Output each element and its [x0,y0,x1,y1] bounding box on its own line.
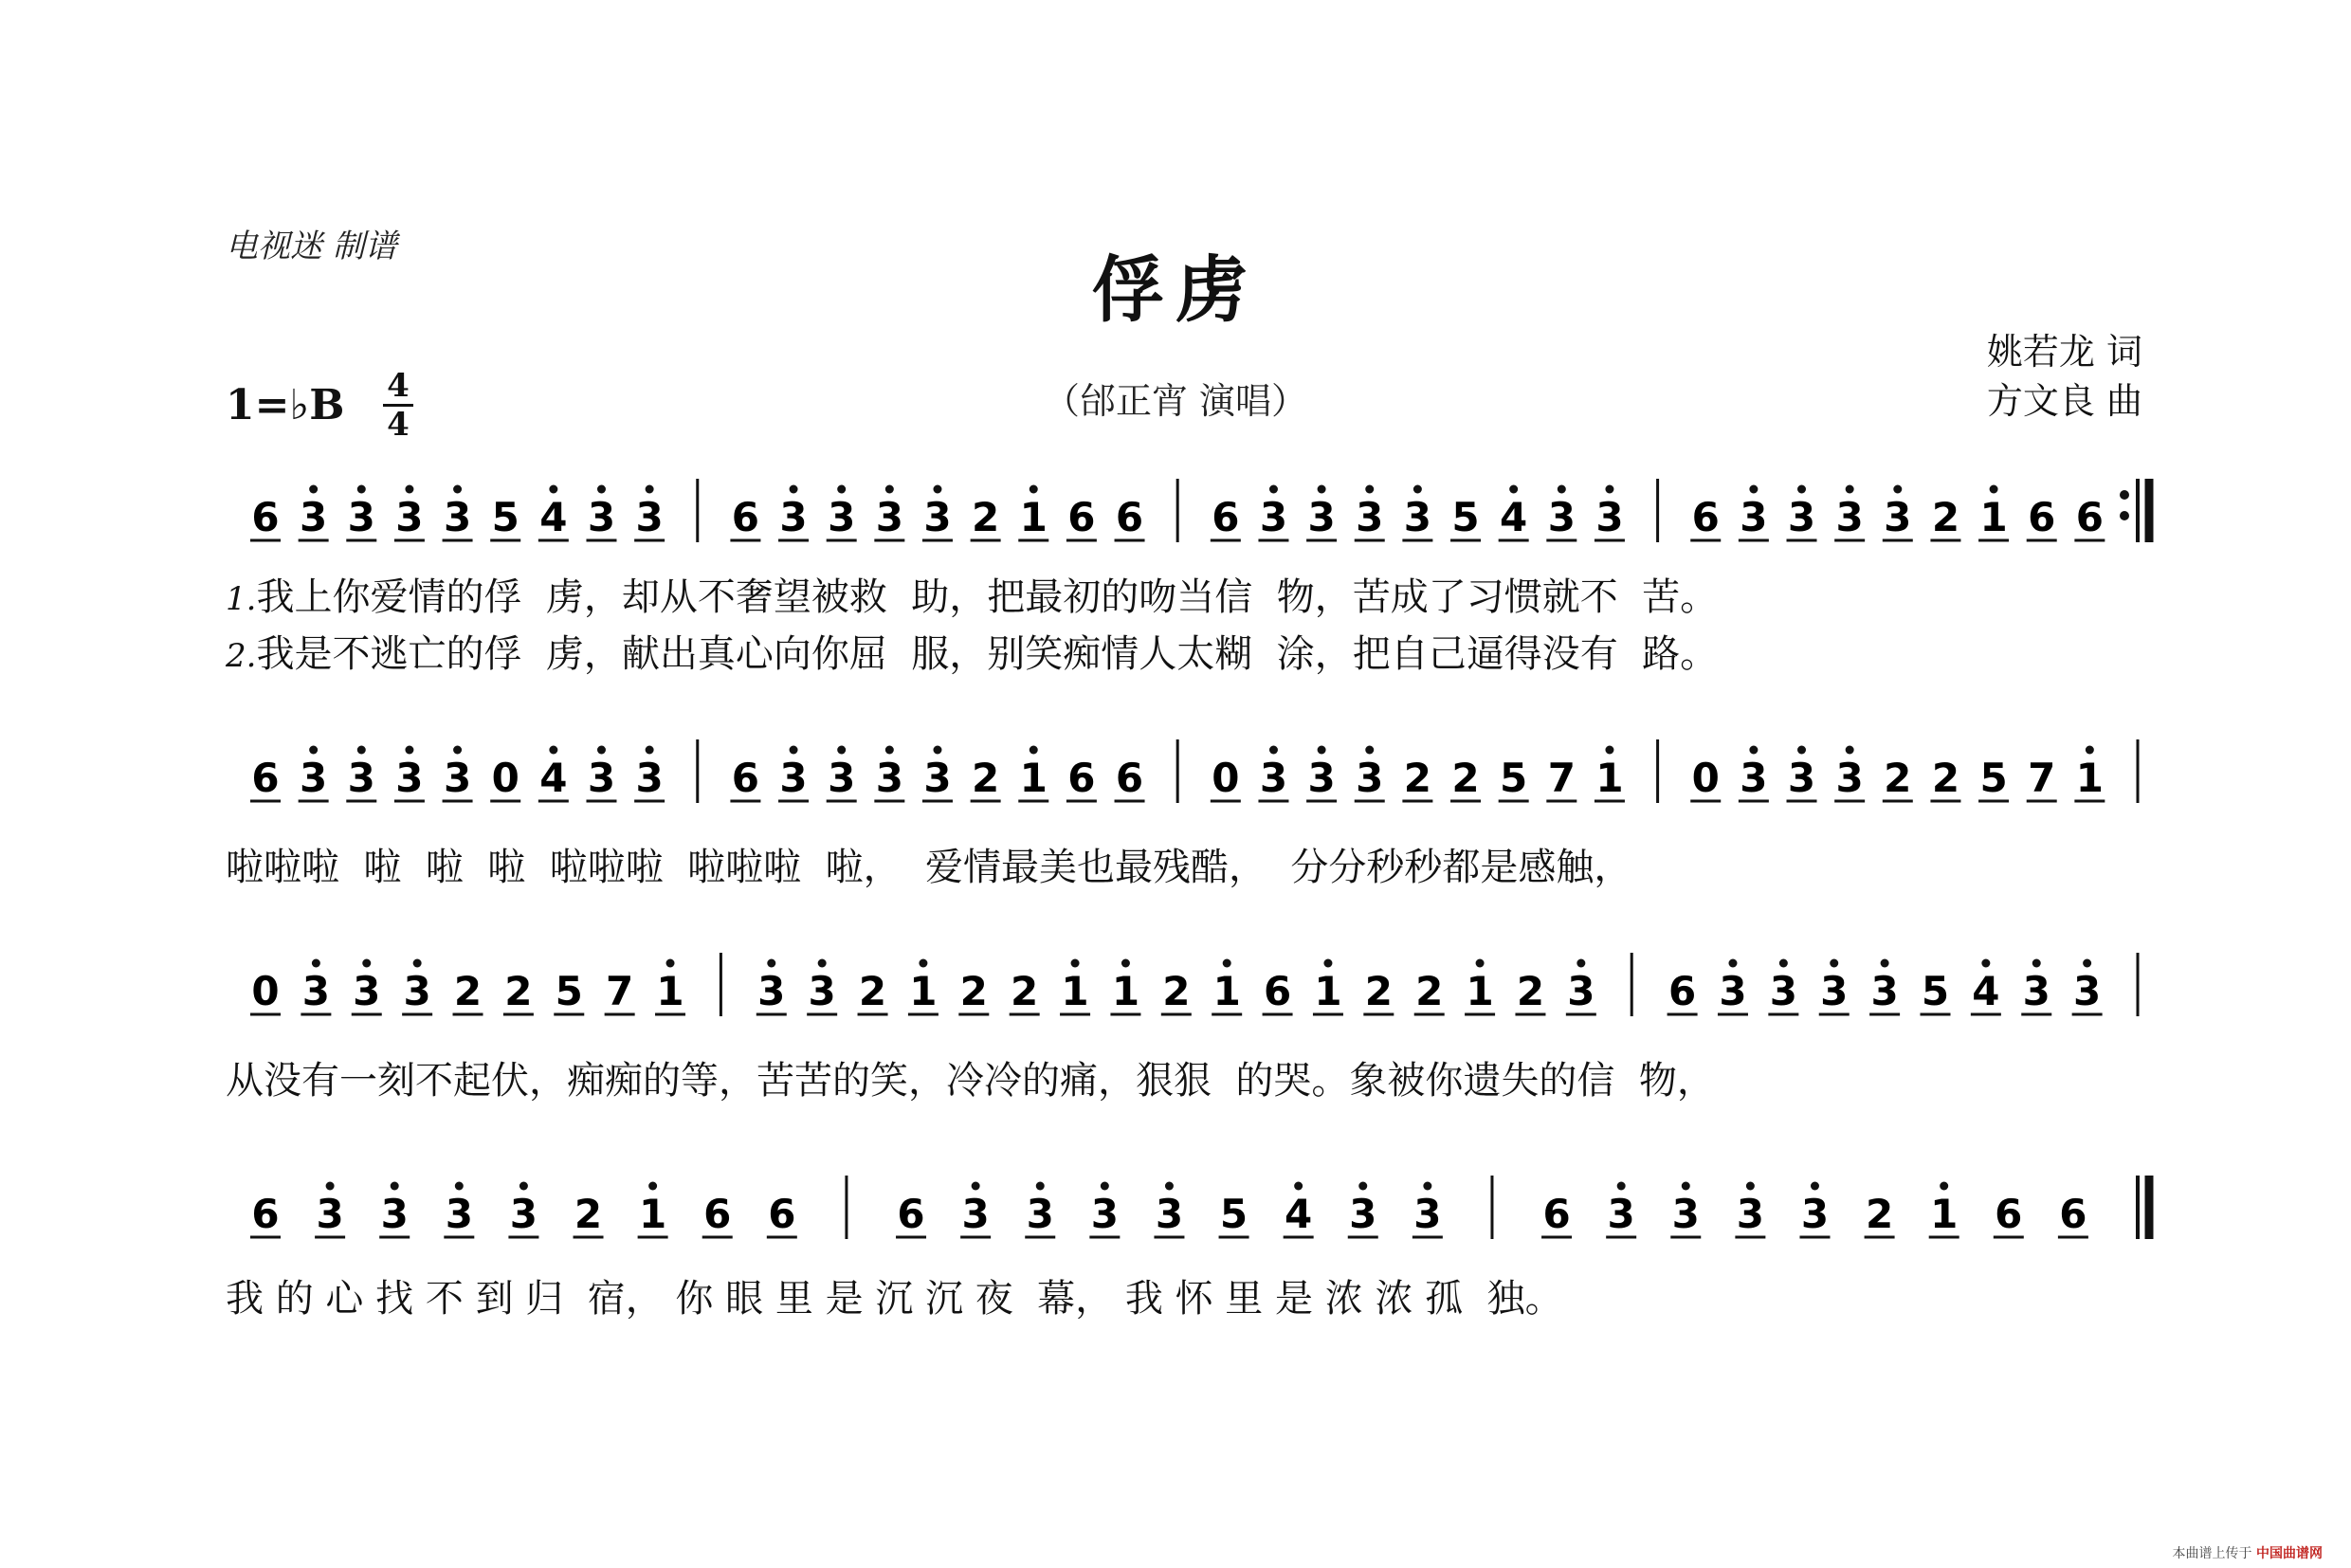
note: 3 [316,1191,344,1237]
octave-dot [972,1182,980,1191]
note: 1 [1466,968,1494,1014]
note: 6 [1995,1191,2023,1237]
octave-dot [1165,1182,1174,1191]
octave-dot [1846,485,1854,494]
octave-dot [1365,746,1374,755]
note: 2 [1162,968,1191,1014]
octave-dot [933,485,941,494]
note: 1 [639,1191,667,1237]
note: 3 [395,494,424,540]
composer-credit: 方文良 曲 [1986,380,2142,422]
note: 3 [347,755,375,801]
note: 6 [897,1191,925,1237]
note: 6 [1212,494,1240,540]
note: 3 [757,968,786,1014]
note: 4 [1500,494,1528,540]
note: 3 [443,494,472,540]
song-title: 俘虏 [1092,247,1259,332]
octave-dot [1358,1182,1367,1191]
note: 3 [1769,968,1797,1014]
note: 1 [2075,755,2104,801]
octave-dot [1830,959,1838,968]
note: 6 [1691,494,1720,540]
octave-dot [1990,485,1998,494]
note: 5 [1921,968,1950,1014]
octave-dot [453,746,462,755]
note: 3 [808,968,836,1014]
octave-dot [1728,959,1737,968]
note: 3 [1820,968,1849,1014]
note: 6 [731,755,760,801]
note: 1 [1061,968,1089,1014]
octave-dot [326,1182,335,1191]
note: 1 [909,968,938,1014]
note: 3 [1671,1191,1700,1237]
note: 3 [1567,968,1595,1014]
note: 3 [395,755,424,801]
note: 3 [1870,968,1899,1014]
note: 0 [1212,755,1240,801]
note: 6 [703,1191,732,1237]
lyric-text: 我 的 心 找 不 到 归 宿， 你 眼 里 是 沉 沉 夜 幕， 我 怀 里 是 浓 浓 孤 独。 [226,1277,1563,1321]
note: 6 [2059,1191,2087,1237]
note: 1 [656,968,684,1014]
note: 5 [491,494,519,540]
octave-dot [1846,746,1854,755]
note: 1 [1930,1191,1959,1237]
octave-dot [519,1182,528,1191]
note: 3 [1835,755,1864,801]
note: 6 [1067,494,1096,540]
time-signature-bottom: 4 [387,406,410,444]
note: 2 [453,968,483,1014]
octave-dot [1605,746,1613,755]
octave-dot [1617,1182,1626,1191]
note: 3 [1307,755,1336,801]
octave-dot [1881,959,1889,968]
octave-dot [1893,485,1902,494]
octave-dot [1036,1182,1045,1191]
note: 3 [961,1191,990,1237]
octave-dot [818,959,827,968]
note: 4 [1285,1191,1313,1237]
lyric-text: 啦啦啦 啦 啦 啦 啦啦啦 啦啦啦 啦， 爱情最美也最残酷， 分分秒秒都是感触， [226,846,1632,889]
octave-dot [309,485,318,494]
octave-dot [1940,1182,1948,1191]
octave-dot [790,485,798,494]
note: 1 [1019,755,1048,801]
score-maker: 电视迷 制谱 [226,228,397,265]
note: 3 [1259,755,1288,801]
note: 7 [606,968,634,1014]
octave-dot [1797,746,1806,755]
note: 3 [300,494,328,540]
note: 5 [1451,494,1480,540]
octave-dot [1605,485,1613,494]
note: 3 [1835,494,1864,540]
note: 3 [1800,1191,1830,1237]
note: 5 [1500,755,1528,801]
note: 3 [1307,494,1336,540]
note: 2 [1884,755,1912,801]
octave-dot [1779,959,1788,968]
note: 3 [1547,494,1576,540]
footer-site-logo: 中国曲谱网 [2256,1546,2323,1561]
note: 7 [2028,755,2056,801]
note: 3 [635,494,664,540]
octave-dot [1413,485,1422,494]
octave-dot [1558,485,1566,494]
octave-dot [1318,485,1326,494]
note: 3 [509,1191,538,1237]
note: 2 [574,1191,603,1237]
note: 6 [251,755,280,801]
note: 3 [1356,755,1384,801]
note: 0 [1691,755,1720,801]
verse-number: 2. [226,637,257,675]
note: 3 [875,494,903,540]
time-signature-top: 4 [387,367,410,405]
octave-dot [1746,1182,1755,1191]
octave-dot [357,746,366,755]
note: 3 [1595,494,1624,540]
octave-dot [312,959,320,968]
octave-dot [1749,485,1758,494]
note: 6 [1668,968,1697,1014]
note: 3 [1740,755,1768,801]
lyricist-credit: 姚若龙 词 [1986,331,2142,373]
note: 3 [1026,1191,1054,1237]
note: 2 [1865,1191,1894,1237]
octave-dot [391,1182,399,1191]
note: 3 [1884,494,1912,540]
note: 3 [2022,968,2050,1014]
note: 2 [971,755,1000,801]
note: 2 [1364,968,1393,1014]
octave-dot [1071,959,1080,968]
lyric-line [226,1268,1563,1322]
octave-dot [405,485,413,494]
note: 6 [1542,1191,1571,1237]
note: 3 [353,968,381,1014]
verse-number: 1. [226,580,257,618]
lyric-text: 从没有一刻不起伏，痴痴的等，苦苦的笑，冷冷的痛，狠狠 的哭。象被你遗失的信 物， [226,1059,1715,1103]
octave-dot [309,746,318,755]
note: 2 [1931,494,1960,540]
note: 6 [1115,755,1144,801]
note: 6 [251,1191,280,1237]
lyric-line [226,624,1718,678]
note: 3 [828,755,856,801]
lyric-text: 我是不逃亡的俘 虏，献出真心向你屈 服，别笑痴情人太糊 涂，把自己逼得没有 路。 [256,632,1719,676]
octave-dot [413,959,422,968]
note: 2 [1931,755,1960,801]
octave-dot [837,746,846,755]
note: 1 [1979,494,2008,540]
note: 3 [923,755,952,801]
octave-dot [1269,746,1278,755]
note: 3 [1090,1191,1119,1237]
repeat-dot [2120,511,2129,520]
octave-dot [549,485,557,494]
octave-dot [885,746,894,755]
note: 3 [1787,755,1816,801]
octave-dot [2032,959,2041,968]
octave-dot [405,746,413,755]
octave-dot [2083,959,2091,968]
note: 2 [1403,755,1432,801]
octave-dot [1269,485,1278,494]
note: 0 [491,755,519,801]
note: 3 [779,755,808,801]
octave-dot [1811,1182,1819,1191]
note: 2 [1516,968,1545,1014]
note: 3 [1155,1191,1184,1237]
lyric-line [226,1050,1715,1104]
note: 2 [504,968,533,1014]
note: 1 [1111,968,1140,1014]
note: 3 [1413,1191,1442,1237]
note: 3 [443,755,472,801]
octave-dot [1476,959,1485,968]
octave-dot [455,1182,464,1191]
note: 5 [1979,755,2008,801]
note: 3 [1719,968,1747,1014]
octave-dot [666,959,675,968]
octave-dot [2086,746,2094,755]
note: 3 [1736,1191,1764,1237]
footer-watermark [2173,1543,2323,1562]
note: 3 [300,755,328,801]
octave-dot [767,959,775,968]
note: 1 [1019,494,1048,540]
note: 3 [1607,1191,1635,1237]
octave-dot [357,485,366,494]
octave-dot [1576,959,1585,968]
octave-dot [648,1182,657,1191]
note: 3 [1403,494,1432,540]
octave-dot [1797,485,1806,494]
note: 2 [971,494,1000,540]
octave-dot [1682,1182,1690,1191]
note: 2 [1451,755,1480,801]
note: 3 [445,1191,473,1237]
note: 3 [587,494,616,540]
lyric-line [226,837,1631,891]
note: 2 [1011,968,1039,1014]
note: 3 [1259,494,1288,540]
note: 3 [779,494,808,540]
note: 2 [1415,968,1444,1014]
note: 3 [1740,494,1768,540]
note: 3 [1787,494,1816,540]
octave-dot [1223,959,1231,968]
note: 3 [380,1191,409,1237]
octave-dot [919,959,927,968]
octave-dot [837,485,846,494]
lyric-line [226,567,1718,621]
note: 3 [1349,1191,1377,1237]
note: 1 [1212,968,1241,1014]
octave-dot [1294,1182,1303,1191]
octave-dot [1509,485,1518,494]
octave-dot [885,485,894,494]
octave-dot [1318,746,1326,755]
octave-dot [1423,1182,1431,1191]
note: 3 [828,494,856,540]
note: 5 [555,968,583,1014]
key-signature: 1=♭B [226,381,345,429]
note: 3 [587,755,616,801]
octave-dot [1365,485,1374,494]
note: 3 [2073,968,2102,1014]
note: 2 [959,968,988,1014]
note: 3 [635,755,664,801]
footer-upload-text: 本曲谱上传于 [2172,1546,2252,1561]
note: 6 [1115,494,1144,540]
note: 6 [2075,494,2104,540]
octave-dot [790,746,798,755]
note: 2 [858,968,887,1014]
note: 3 [347,494,375,540]
octave-dot [453,485,462,494]
note: 6 [1067,755,1096,801]
octave-dot [549,746,557,755]
note: 5 [1219,1191,1248,1237]
note: 6 [251,494,280,540]
note: 3 [403,968,431,1014]
octave-dot [1121,959,1130,968]
note: 6 [1263,968,1292,1014]
note: 3 [923,494,952,540]
octave-dot [362,959,371,968]
note: 3 [301,968,330,1014]
note: 3 [875,755,903,801]
note: 0 [251,968,280,1014]
repeat-dot [2120,490,2129,500]
note: 4 [539,755,568,801]
octave-dot [597,746,606,755]
singer-credit: （邰正宵 演唱） [1043,380,1308,422]
octave-dot [1101,1182,1109,1191]
octave-dot [597,485,606,494]
note: 3 [1356,494,1384,540]
octave-dot [1323,959,1332,968]
octave-dot [1981,959,1990,968]
note: 6 [731,494,760,540]
note: 1 [1595,755,1624,801]
octave-dot [1030,485,1038,494]
lyric-text: 我上你爱情的俘 虏，却从不奢望被救 助，把最初的吻当信 物，苦成了习惯就不 苦。 [256,575,1719,619]
note: 1 [1314,968,1342,1014]
octave-dot [646,485,654,494]
octave-dot [1749,746,1758,755]
octave-dot [646,746,654,755]
octave-dot [1030,746,1038,755]
note: 6 [768,1191,796,1237]
note: 6 [2028,494,2056,540]
note: 4 [1972,968,2000,1014]
note: 7 [1547,755,1576,801]
octave-dot [933,746,941,755]
note: 4 [539,494,568,540]
